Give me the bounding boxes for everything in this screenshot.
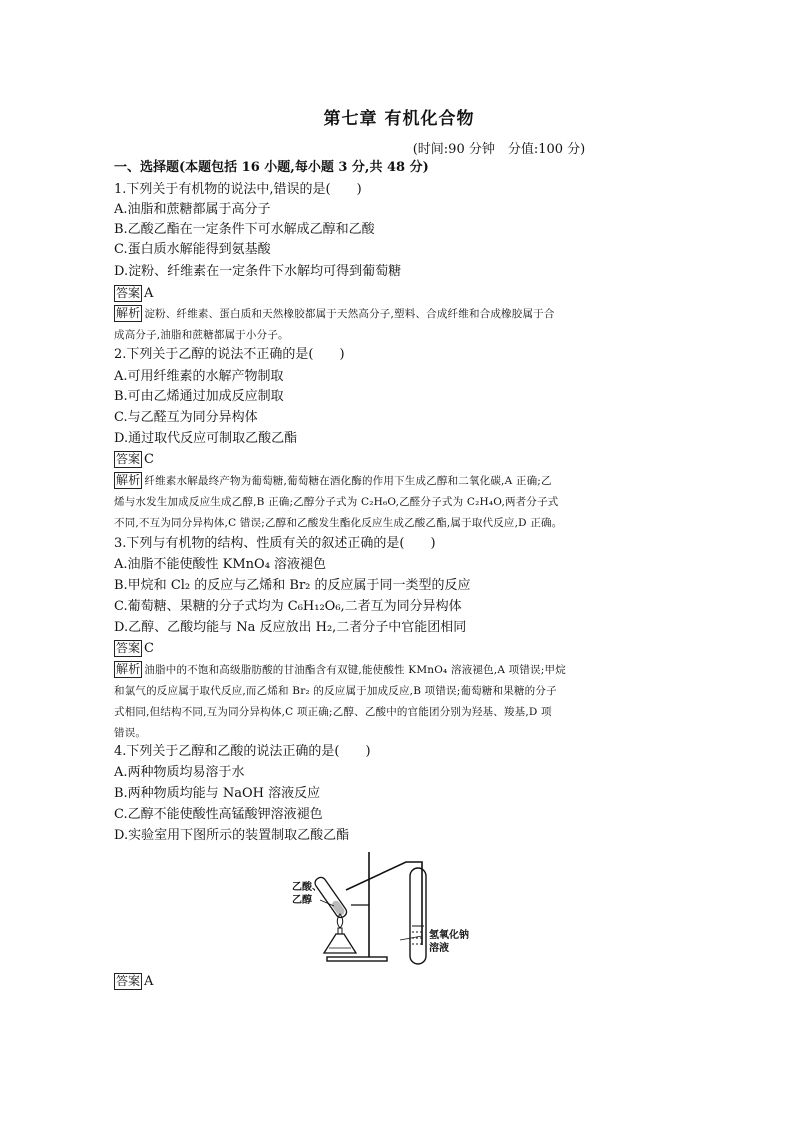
answer-value: C xyxy=(144,641,154,656)
question-4-stem: 4.下列关于乙醇和乙酸的说法正确的是( ) xyxy=(114,744,371,759)
analysis-tag: 解析 xyxy=(116,306,141,320)
question-2-option-a: A.可用纤维素的水解产物制取 xyxy=(114,369,284,384)
question-2-analysis-3: 不同,不互为同分异构体,C 错误;乙醇和乙酸发生酯化反应生成乙酸乙酯,属于取代反应,D 正确。 xyxy=(114,517,563,529)
question-2-analysis-1: 解析 纤维素水解最终产物为葡萄糖,葡萄糖在酒化酶的作用下生成乙醇和二氧化碳,A 正确;乙 xyxy=(116,473,552,487)
question-4-option-a: A.两种物质均易溶于水 xyxy=(114,765,245,780)
question-3-stem: 3.下列与有机物的结构、性质有关的叙述正确的是( ) xyxy=(114,536,436,551)
answer-tag: 答案 xyxy=(116,641,141,655)
analysis-tag: 解析 xyxy=(116,662,141,676)
question-3-option-d: D.乙醇、乙酸均能与 Na 反应放出 H₂,二者分子中官能团相同 xyxy=(114,620,467,635)
answer-tag: 答案 xyxy=(116,286,141,300)
question-1-answer xyxy=(114,284,153,304)
exam-info: (时间:90 分钟 分值:100 分) xyxy=(412,142,586,157)
question-4-option-c: C.乙醇不能使酸性高锰酸钾溶液褪色 xyxy=(114,807,323,822)
question-3-analysis-2: 和氯气的反应属于取代反应,而乙烯和 Br₂ 的反应属于加成反应,B 项错误;葡萄糖和果糖的分子 xyxy=(114,685,557,697)
question-1-analysis-1: 解析 淀粉、纤维素、蛋白质和天然橡胶都属于天然高分子,塑料、合成纤维和合成橡胶属于合 xyxy=(116,306,555,320)
page-title: 第七章 有机化合物 xyxy=(323,109,475,129)
question-1-option-d: D.淀粉、纤维素在一定条件下水解均可得到葡萄糖 xyxy=(114,264,402,279)
question-1-stem: 1.下列关于有机物的说法中,错误的是( ) xyxy=(114,182,362,197)
answer-value: A xyxy=(144,286,154,301)
answer-tag: 答案 xyxy=(116,974,141,988)
question-2-option-c: C.与乙醛互为同分异构体 xyxy=(114,410,258,425)
question-1-analysis-2: 成高分子,油脂和蔗糖都属于小分子。 xyxy=(114,329,289,341)
question-4-option-b: B.两种物质均能与 NaOH 溶液反应 xyxy=(114,786,321,801)
question-3-option-a: A.油脂不能使酸性 KMnO₄ 溶液褪色 xyxy=(114,557,327,572)
question-3-analysis-4: 错误。 xyxy=(114,727,147,739)
question-4-answer xyxy=(114,972,153,992)
answer-value: A xyxy=(144,974,154,989)
figure-label-naoh: 氢氧化钠 xyxy=(429,930,469,941)
figure-label-acid: 乙酸、 xyxy=(292,882,322,893)
question-2-analysis-2: 烯与水发生加成反应生成乙醇,B 正确;乙醇分子式为 C₂H₆O,乙醛分子式为 C₂H₄O,两者分子式 xyxy=(114,496,559,508)
question-2-option-b: B.可由乙烯通过加成反应制取 xyxy=(114,389,284,404)
analysis-tag: 解析 xyxy=(116,473,141,487)
question-2-answer xyxy=(114,450,154,470)
question-3-answer xyxy=(114,639,154,659)
question-1-option-a: A.油脂和蔗糖都属于高分子 xyxy=(114,202,271,217)
question-3-option-b: B.甲烷和 Cl₂ 的反应与乙烯和 Br₂ 的反应属于同一类型的反应 xyxy=(114,578,471,593)
question-3-option-c: C.葡萄糖、果糖的分子式均为 C₆H₁₂O₆,二者互为同分异构体 xyxy=(114,599,462,614)
answer-value: C xyxy=(144,452,154,467)
esterification-apparatus-diagram xyxy=(294,850,494,968)
figure-label-solution: 溶液 xyxy=(429,943,449,954)
question-2-stem: 2.下列关于乙醇的说法不正确的是( ) xyxy=(114,347,345,362)
answer-tag: 答案 xyxy=(116,452,141,466)
figure-label-alcohol: 乙醇 xyxy=(292,895,312,906)
section-heading: 一、选择题(本题包括 16 小题,每小题 3 分,共 48 分) xyxy=(114,160,429,175)
question-1-option-c: C.蛋白质水解能得到氨基酸 xyxy=(114,242,271,257)
question-3-analysis-1: 解析 油脂中的不饱和高级脂肪酸的甘油酯含有双键,能使酸性 KMnO₄ 溶液褪色,A 项错误;甲烷 xyxy=(116,662,566,676)
question-1-option-b: B.乙酸乙酯在一定条件下可水解成乙醇和乙酸 xyxy=(114,222,375,237)
question-2-option-d: D.通过取代反应可制取乙酸乙酯 xyxy=(114,431,298,446)
apparatus-figure xyxy=(294,850,494,972)
question-4-option-d: D.实验室用下图所示的装置制取乙酸乙酯 xyxy=(114,828,350,843)
question-3-analysis-3: 式相同,但结构不同,互为同分异构体,C 项正确;乙醇、乙酸中的官能团分别为羟基、羧基,D 项 xyxy=(114,706,552,718)
